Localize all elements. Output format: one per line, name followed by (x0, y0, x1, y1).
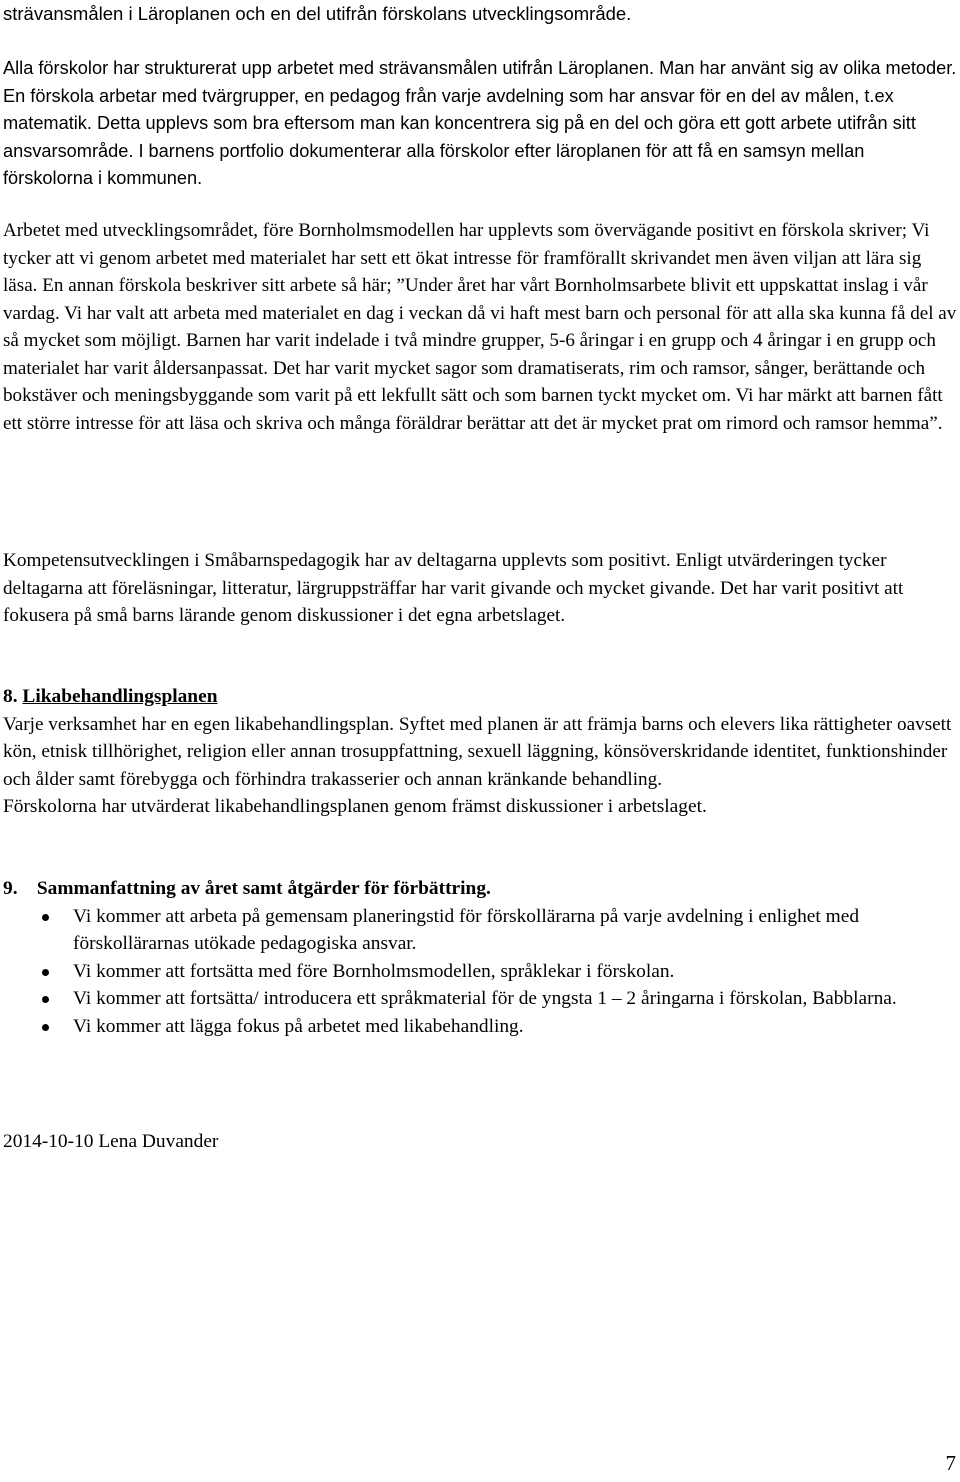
bullet-icon (42, 914, 49, 921)
list-item: Vi kommer att fortsätta med före Bornholmsmodellen, språklekar i förskolan. (3, 958, 958, 986)
structure-paragraph: Alla förskolor har strukturerat upp arbetet med strävansmålen utifrån Läroplanen. Man har använt sig av olika metoder. En förskola arbetar med tvärgrupper, en pedagog från varje avdelning som har ansvar för en del av målen, t.ex matematik. Detta upplevs som bra eftersom man kan koncentrera sig på en del och göra ett gott arbete utifrån sitt ansvarsområde. I barnens portfolio dokumenterar alla förskolor efter läroplanen för att få en samsyn mellan förskolorna i kommunen. (3, 58, 957, 188)
section-8-body-2: Förskolorna har utvärderat likabehandlingsplanen genom främst diskussioner i arbetslaget. (3, 796, 707, 817)
page-number: 7 (945, 1451, 956, 1475)
signature-line: 2014-10-10 Lena Duvander (3, 1131, 219, 1152)
bullet-icon (42, 1024, 49, 1031)
bullet-icon (42, 996, 49, 1003)
section-8-body: Varje verksamhet har en egen likabehandlingsplan. Syftet med planen är att främja barns och elevers lika rättigheter oavsett kön, etnisk tillhörighet, religion eller annan trosuppfattning, sexuell läggning, könsöverskridande identitet, funktionshinder och ålder samt förebygga och förhindra trakasserier och annan kränkande behandling. (3, 713, 952, 790)
list-item: Vi kommer att arbeta på gemensam planeringstid för förskollärarna på varje avdelning i enlighet med förskollärarnas utökade pedagogiska ansvar. (3, 903, 958, 958)
bullet-icon (42, 969, 49, 976)
competence-paragraph: Kompetensutvecklingen i Småbarnspedagogik har av deltagarna upplevts som positivt. Enligt utvärderingen tycker deltagarna att föreläsningar, litteratur, lärgruppsträffar har varit givande och mycket givande. Det har varit positivt att fokusera på små barns lärande genom diskussioner i det egna arbetslaget. (3, 550, 904, 626)
list-item: Vi kommer att lägga fokus på arbetet med likabehandling. (3, 1013, 958, 1041)
section-8-number: 8. (3, 686, 18, 707)
section-8-title: Likabehandlingsplanen (22, 686, 218, 707)
intro-sentence: strävansmålen i Läroplanen och en del utifrån förskolans utvecklingsområde. (3, 3, 632, 24)
bornholm-paragraph: Arbetet med utvecklingsområdet, före Bornholmsmodellen har upplevts som övervägande positivt en förskola skriver; Vi tycker att vi genom arbetet med materialet har sett ett ökat intresse för framförallt skrivandet men även viljan att lära sig läsa. En annan förskola beskriver sitt arbete så här; ”Under året har vårt Bornholmsarbete blivit ett uppskattat inslag i vår vardag. Vi har valt att arbeta med materialet en dag i veckan då vi haft mest barn och personal för att alla ska kunna få del av så mycket som möjligt. Barnen har varit indelade i två mindre grupper, 5-6 åringar i en grupp och 4 åringar i en grupp och materialet har varit åldersanpassat. Det har varit mycket sagor som dramatiserats, rim och ramsor, sånger, berättande och bokstäver och meningsbyggande som varit på ett lekfullt sätt och som barnen tyckt mycket om. Vi har märkt att barnen fått ett större intresse för att läsa och skriva och många föräldrar berättar att det är mycket prat om rimord och ramsor hemma”. (3, 220, 957, 434)
section-9-number: 9. (3, 878, 18, 899)
list-item: Vi kommer att fortsätta/ introducera ett språkmaterial för de yngsta 1 – 2 åringarna i förskolan, Babblarna. (3, 985, 958, 1013)
section-8-heading (3, 683, 958, 711)
section-9-title: Sammanfattning av året samt åtgärder för förbättring. (36, 878, 491, 899)
section-8 (3, 683, 958, 821)
section-9-heading (3, 875, 958, 903)
section-9 (3, 875, 958, 1040)
section-9-bullet-list (3, 903, 958, 1041)
